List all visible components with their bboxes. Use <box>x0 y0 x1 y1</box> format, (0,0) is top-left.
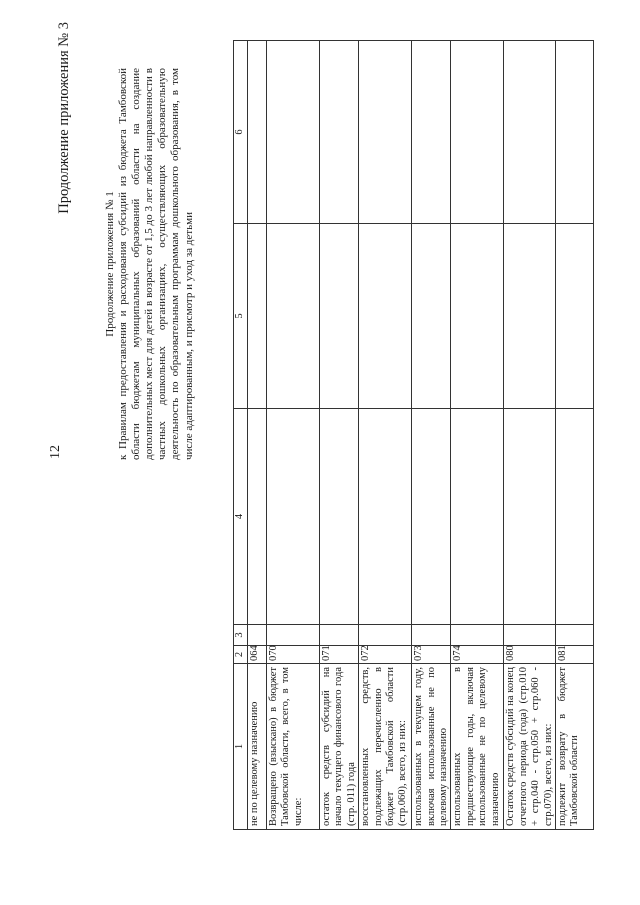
empty-cell <box>556 224 594 409</box>
table-row <box>248 41 267 830</box>
empty-cell <box>451 224 504 409</box>
empty-cell <box>248 409 267 625</box>
table-row <box>504 41 556 830</box>
row-code: 080 <box>504 646 556 664</box>
empty-cell <box>248 41 267 224</box>
column-header: 6 <box>234 41 248 224</box>
table-row <box>267 41 320 830</box>
empty-cell <box>451 41 504 224</box>
table-row <box>556 41 594 830</box>
empty-cell <box>359 224 412 409</box>
empty-cell <box>504 409 556 625</box>
appendix-title: Продолжение приложения № 3 <box>56 22 72 214</box>
column-header: 3 <box>234 625 248 646</box>
row-code: 073 <box>412 646 451 664</box>
column-header: 2 <box>234 646 248 664</box>
row-code: 064 <box>248 646 267 664</box>
empty-cell <box>504 41 556 224</box>
table-header-row <box>234 41 248 830</box>
row-label: восстановленных средств, подлежащих перечислению в бюджет Тамбовской области (стр.060), всего, из них: <box>359 664 412 830</box>
empty-cell <box>556 409 594 625</box>
empty-cell <box>412 625 451 646</box>
empty-cell <box>412 409 451 625</box>
empty-cell <box>359 41 412 224</box>
empty-cell <box>504 224 556 409</box>
empty-cell <box>556 625 594 646</box>
empty-cell <box>412 224 451 409</box>
table-row <box>359 41 412 830</box>
empty-cell <box>359 625 412 646</box>
page-number: 12 <box>48 445 63 459</box>
header-appendix-line: Продолжение приложения № 1 <box>104 191 116 337</box>
row-code: 072 <box>359 646 412 664</box>
row-code: 070 <box>267 646 320 664</box>
document-header <box>104 68 196 460</box>
empty-cell <box>248 625 267 646</box>
empty-cell <box>267 224 320 409</box>
empty-cell <box>451 625 504 646</box>
row-label: не по целевому назначению <box>248 664 267 830</box>
empty-cell <box>248 224 267 409</box>
table-row <box>451 41 504 830</box>
row-label: использованных в текущем году, включая использованные не по целевому назначению <box>412 664 451 830</box>
row-label: подлежит возврату в бюджет Тамбовской области <box>556 664 594 830</box>
row-code: 071 <box>320 646 359 664</box>
empty-cell <box>267 409 320 625</box>
column-header: 1 <box>234 664 248 830</box>
column-header: 4 <box>234 409 248 625</box>
empty-cell <box>451 409 504 625</box>
empty-cell <box>267 41 320 224</box>
row-label: остаток средств субсидий на начало текущего финансового года (стр. 011) года <box>320 664 359 830</box>
empty-cell <box>412 41 451 224</box>
header-rules-text: к Правилам предоставления и расходования субсидий из бюджета Тамбовской области бюджетам муниципальных образований области на создание дополнительных мест для детей в возрасте от 1,5 до 3 лет любой направленности в частных дошкольных организациях, осуществляющих образовательную деятельность по образовательным программам дошкольного образования, в том числе адаптированным, и присмотр и уход за детьми <box>117 68 195 460</box>
row-code: 081 <box>556 646 594 664</box>
table-row <box>320 41 359 830</box>
row-label: Остаток средств субсидий на конец отчетного периода (года) (стр.010 + стр.040 - стр.050 + стр.060 - стр.070), всего, из них: <box>504 664 556 830</box>
empty-cell <box>320 409 359 625</box>
empty-cell <box>504 625 556 646</box>
row-code: 074 <box>451 646 504 664</box>
empty-cell <box>359 409 412 625</box>
subsidy-report-table <box>233 40 594 830</box>
empty-cell <box>320 625 359 646</box>
empty-cell <box>320 224 359 409</box>
empty-cell <box>267 625 320 646</box>
column-header: 5 <box>234 224 248 409</box>
empty-cell <box>320 41 359 224</box>
table-row <box>412 41 451 830</box>
empty-cell <box>556 41 594 224</box>
row-label: использованных в предшествующие годы, включая использованные не по целевому назначению <box>451 664 504 830</box>
row-label: Возвращено (взыскано) в бюджет Тамбовской области, всего, в том числе: <box>267 664 320 830</box>
